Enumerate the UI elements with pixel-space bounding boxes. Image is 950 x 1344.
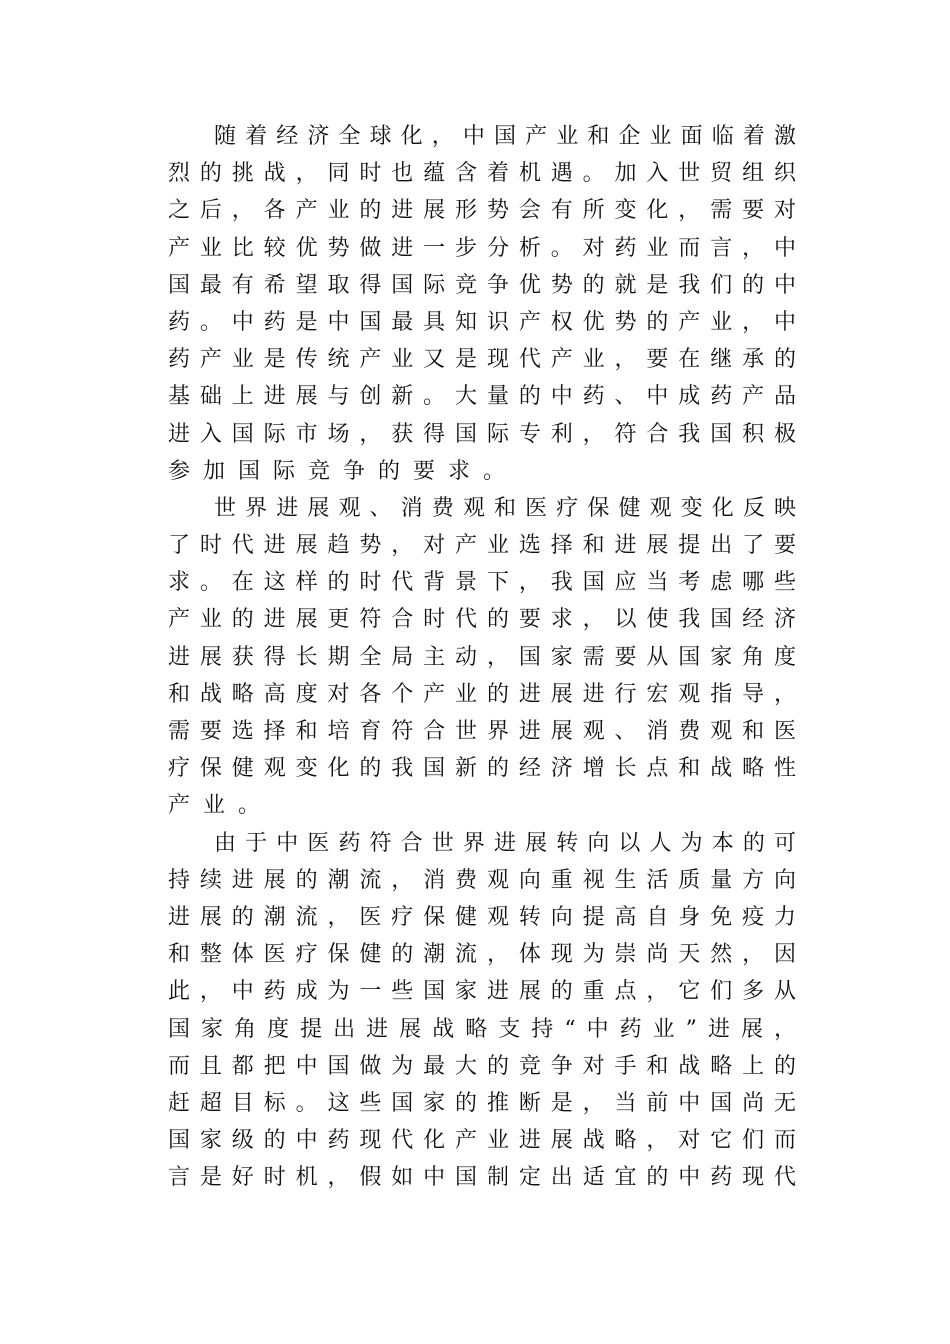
text-line: 持续进展的潮流，消费观向重视生活质量方向 [168,867,798,893]
text-line: 和整体医疗保健的潮流，体现为崇尚天然，因 [168,942,798,968]
document-body [168,118,798,1196]
paragraph-1 [168,118,798,490]
text-line: 产业。 [168,793,274,819]
text-line: 产业比较优势做进一步分析。对药业而言，中 [168,235,798,261]
text-line: 之后，各产业的进展形势会有所变化，需要对 [168,198,798,224]
text-line: 疗保健观变化的我国新的经济增长点和战略性 [168,756,798,782]
text-line: 由于中医药符合世界进展转向以人为本的可 [214,830,798,856]
text-line: 进展的潮流，医疗保健观转向提高自身免疫力 [168,904,798,930]
text-line: 国家角度提出进展战略支持“中药业”进展， [168,1016,798,1042]
text-line: 言是好时机，假如中国制定出适宜的中药现代 [168,1165,798,1191]
text-line: 而且都把中国做为最大的竞争对手和战略上的 [168,1053,798,1079]
text-line: 烈的挑战，同时也蕴含着机遇。加入世贸组织 [168,161,798,187]
text-line: 赶超目标。这些国家的推断是，当前中国尚无 [168,1090,798,1116]
text-line: 国最有希望取得国际竞争优势的就是我们的中 [168,272,798,298]
text-line: 进展获得长期全局主动，国家需要从国家角度 [168,644,798,670]
text-line: 此，中药成为一些国家进展的重点，它们多从 [168,979,798,1005]
text-line: 求。在这样的时代背景下，我国应当考虑哪些 [168,570,798,596]
text-line: 了时代进展趋势，对产业选择和进展提出了要 [168,533,798,559]
text-line: 需要选择和培育符合世界进展观、消费观和医 [168,719,798,744]
text-line: 参加国际竞争的要求。 [168,458,519,484]
text-line: 基础上进展与创新。大量的中药、中成药产品 [168,384,798,410]
text-line: 随着经济全球化，中国产业和企业面临着激 [214,124,798,149]
text-line: 和战略高度对各个产业的进展进行宏观指导， [168,681,798,707]
text-line: 药产业是传统产业又是现代产业，要在继承的 [168,347,798,373]
paragraph-3 [168,825,798,1197]
text-line: 药。中药是中国最具知识产权优势的产业，中 [168,309,798,335]
text-line: 国家级的中药现代化产业进展战略，对它们而 [168,1128,798,1154]
paragraph-2 [168,490,798,825]
text-line: 世界进展观、消费观和医疗保健观变化反映 [214,495,798,521]
text-line: 产业的进展更符合时代的要求，以使我国经济 [168,607,798,633]
text-line: 进入国际市场，获得国际专利，符合我国积极 [168,421,798,447]
